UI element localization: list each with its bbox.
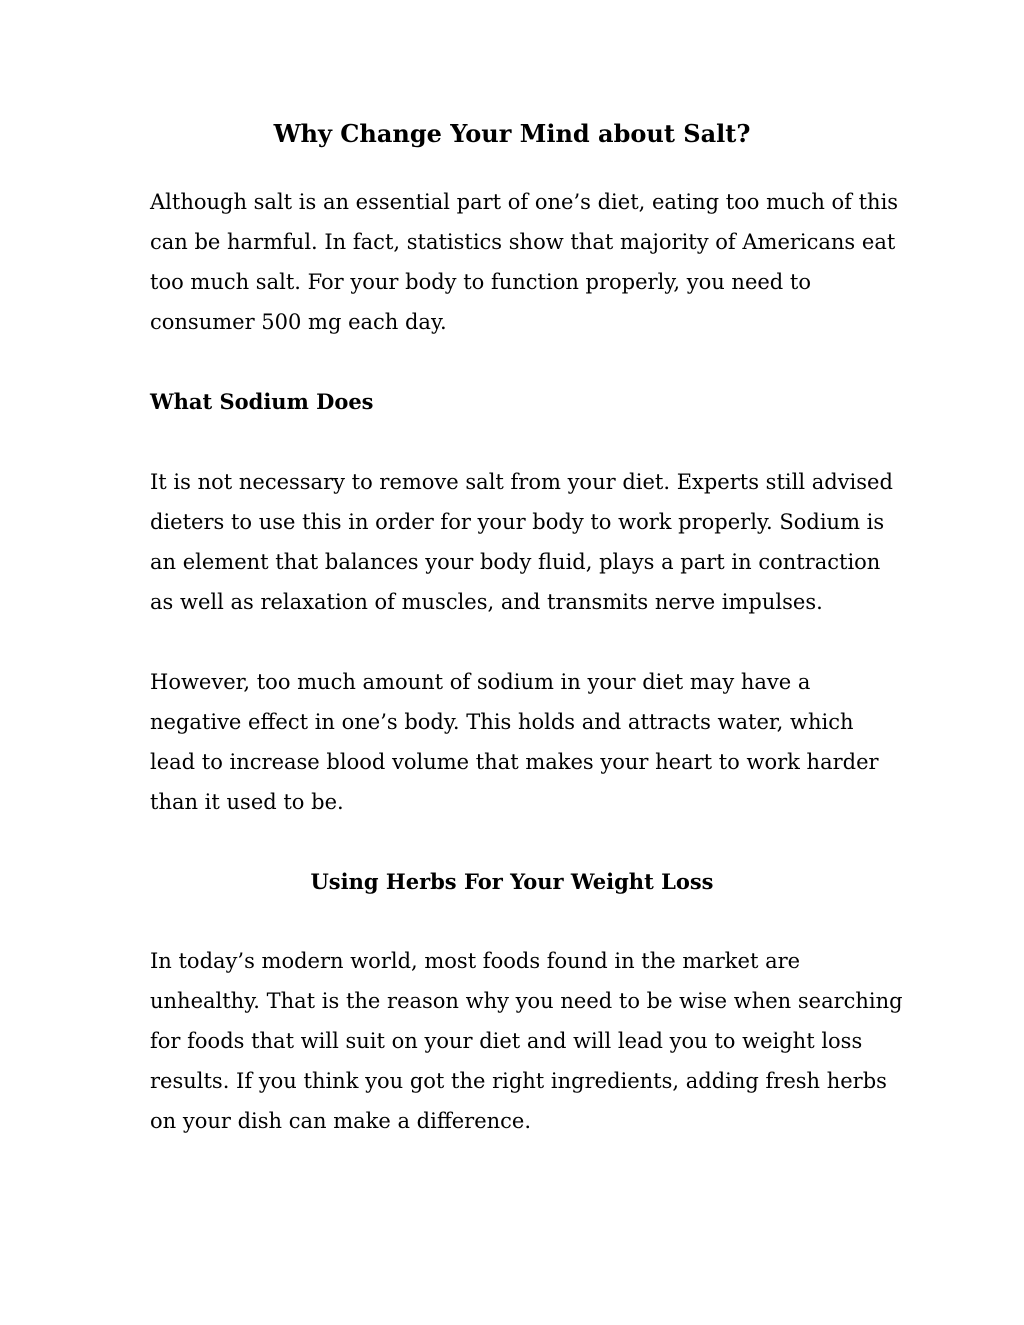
- text-line: Although salt is an essential part of one’s diet, eating too much of this: [150, 190, 899, 214]
- text-line: as well as relaxation of muscles, and transmits nerve impulses.: [150, 590, 823, 614]
- text-line: on your dish can make a difference.: [150, 1109, 532, 1133]
- text-line: lead to increase blood volume that makes your heart to work harder: [150, 750, 879, 774]
- paragraph-herbs: [150, 941, 903, 1141]
- text-line: dieters to use this in order for your body to work properly. Sodium is: [150, 510, 885, 534]
- paragraph-salt-intro: [150, 182, 899, 342]
- text-line: unhealthy. That is the reason why you need to be wise when searching: [150, 989, 903, 1013]
- text-line: can be harmful. In fact, statistics show that majority of Americans eat: [150, 230, 896, 254]
- text-line: In today’s modern world, most foods found in the market are: [150, 949, 801, 973]
- section-heading-sodium: What Sodium Does: [150, 389, 374, 414]
- text-line: too much salt. For your body to function properly, you need to: [150, 270, 811, 294]
- text-line: consumer 500 mg each day.: [150, 310, 447, 334]
- section-heading-herbs: Using Herbs For Your Weight Loss: [310, 869, 714, 894]
- text-line: for foods that will suit on your diet and will lead you to weight loss: [150, 1029, 863, 1053]
- paragraph-sodium-role: [150, 462, 893, 622]
- text-line: an element that balances your body fluid, plays a part in contraction: [150, 550, 881, 574]
- page-title: Why Change Your Mind about Salt?: [273, 119, 751, 148]
- text-line: negative effect in one’s body. This holds and attracts water, which: [150, 710, 854, 734]
- text-line: than it used to be.: [150, 790, 344, 814]
- text-line: It is not necessary to remove salt from your diet. Experts still advised: [150, 470, 893, 494]
- text-line: However, too much amount of sodium in your diet may have a: [150, 670, 811, 694]
- paragraph-sodium-effects: [150, 662, 890, 822]
- text-line: results. If you think you got the right ingredients, adding fresh herbs: [150, 1069, 887, 1093]
